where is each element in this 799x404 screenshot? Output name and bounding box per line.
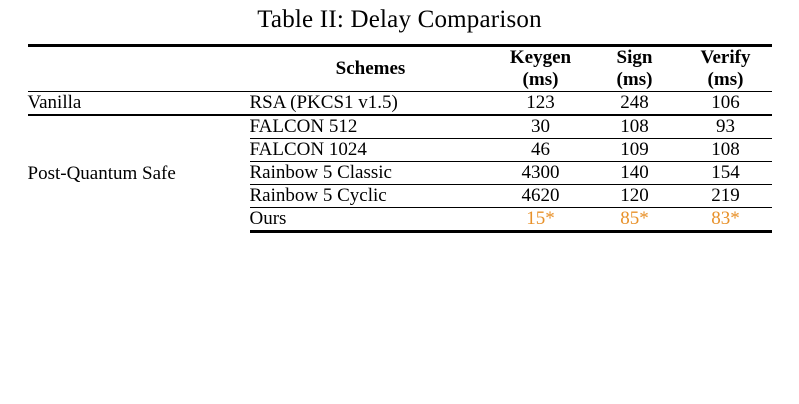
scheme-name: Rainbow 5 Cyclic bbox=[249, 184, 387, 206]
header-verify-unit: (ms) bbox=[707, 68, 744, 90]
verify-value: 106 bbox=[711, 91, 740, 113]
header-sign-unit: (ms) bbox=[616, 68, 653, 90]
scheme-name: Ours bbox=[249, 207, 287, 229]
scheme-name: FALCON 512 bbox=[249, 115, 358, 137]
keygen-value: 4300 bbox=[521, 161, 560, 183]
table-header-row bbox=[28, 47, 772, 91]
header-verify-label: Verify bbox=[700, 47, 751, 68]
header-keygen-unit: (ms) bbox=[522, 68, 559, 90]
scheme-name: FALCON 1024 bbox=[249, 138, 367, 160]
group-label-post-quantum: Post-Quantum Safe bbox=[27, 163, 176, 185]
verify-value: 83* bbox=[711, 207, 740, 229]
verify-value: 108 bbox=[711, 138, 740, 160]
delay-comparison-table bbox=[28, 44, 772, 233]
header-schemes: Schemes bbox=[335, 57, 406, 79]
sign-value: 109 bbox=[620, 138, 649, 160]
header-keygen bbox=[492, 47, 590, 91]
header-sign bbox=[590, 47, 680, 91]
sign-value: 120 bbox=[620, 184, 649, 206]
keygen-value: 4620 bbox=[521, 184, 560, 206]
header-group bbox=[28, 47, 250, 91]
verify-value: 219 bbox=[711, 184, 740, 206]
table-row bbox=[28, 116, 772, 139]
table-caption: Table II: Delay Comparison bbox=[257, 6, 542, 33]
sign-value: 140 bbox=[620, 161, 649, 183]
sign-value: 248 bbox=[620, 91, 649, 113]
table-row bbox=[28, 92, 772, 115]
group-label-vanilla: Vanilla bbox=[27, 91, 82, 113]
verify-value: 154 bbox=[711, 161, 740, 183]
verify-value: 93 bbox=[716, 115, 735, 137]
keygen-value: 46 bbox=[531, 138, 550, 160]
header-sign-label: Sign bbox=[616, 47, 653, 68]
header-keygen-label: Keygen bbox=[509, 47, 572, 68]
scheme-name: Rainbow 5 Classic bbox=[249, 161, 392, 183]
keygen-value: 123 bbox=[526, 91, 555, 113]
header-verify bbox=[680, 47, 772, 91]
sign-value: 85* bbox=[620, 207, 649, 229]
keygen-value: 15* bbox=[526, 207, 555, 229]
sign-value: 108 bbox=[620, 115, 649, 137]
scheme-name: RSA (PKCS1 v1.5) bbox=[249, 91, 398, 113]
keygen-value: 30 bbox=[531, 115, 550, 137]
